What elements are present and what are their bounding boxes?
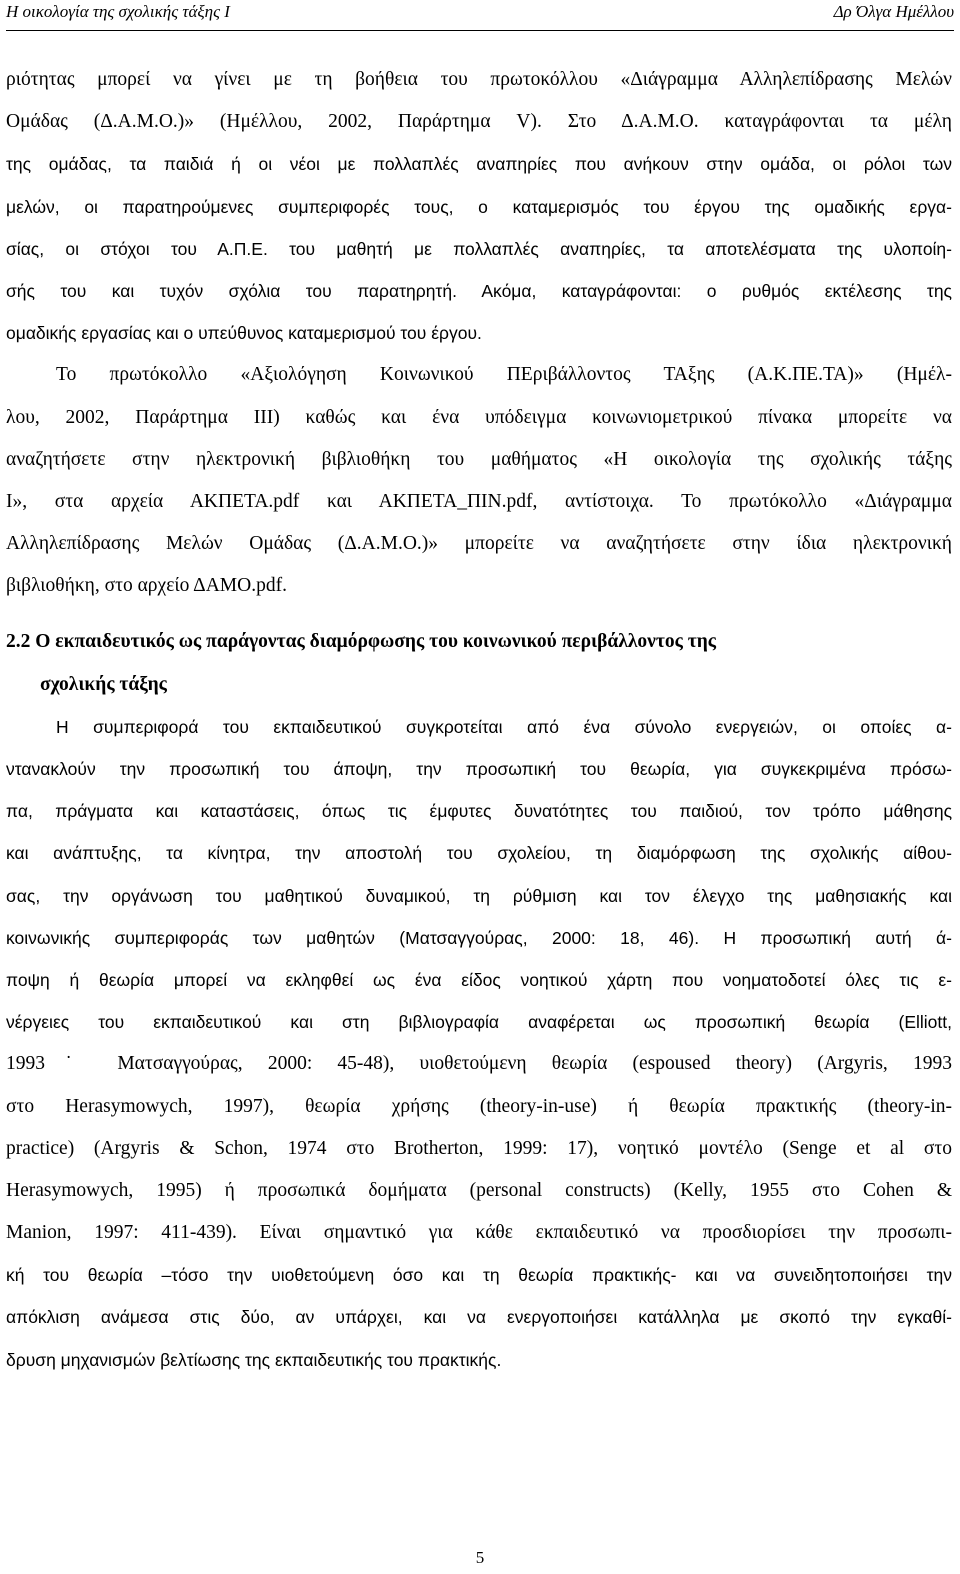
text-line: βιβλιοθήκη, στο αρχείο ΔΑΜΟ.pdf.	[6, 575, 287, 597]
text-line: νέργειες του εκπαιδευτικού και στη βιβλιογραφία αναφέρεται ως προσωπική θεωρία (Elliott,	[6, 1012, 952, 1033]
text-line: στο Herasymowych, 1997), θεωρία χρήσης (theory-in-use) ή θεωρία πρακτικής (theory-in-	[6, 1095, 952, 1117]
section-heading	[6, 630, 952, 714]
text-line: ριότητας μπορεί να γίνει με τη βοήθεια του πρωτοκόλλου «Διάγραμμα Αλληλεπίδρασης Μελών	[6, 69, 952, 90]
text-line: απόκλιση ανάμεσα στις δύο, αν υπάρχει, και να ενεργοποιήσει κατάλληλα με σκοπό την εγκαθί-	[6, 1307, 952, 1328]
text-line: δρυση μηχανισμών βελτίωσης της εκπαιδευτικής του πρακτικής.	[6, 1349, 502, 1370]
text-line: ποψη ή θεωρία μπορεί να εκληφθεί ως ένα είδος νοητικού χάρτη που νοηματοδοτεί όλες τις ε-	[6, 969, 952, 990]
text-line: Manion, 1997: 411-439). Είναι σημαντικό για κάθε εκπαιδευτικό να προσδιορίσει την προσωπι-	[6, 1222, 952, 1244]
text-line: practice) (Argyris & Schon, 1974 στο Brotherton, 1999: 17), νοητικό μοντέλο (Senge et al στο	[6, 1137, 952, 1159]
text-line: Η συμπεριφορά του εκπαιδευτικού συγκροτείται από ένα σύνολο ενεργειών, οι οποίες α-	[56, 716, 952, 737]
page-header	[6, 0, 954, 31]
text-line: Ι», στα αρχεία ΑΚΠΕΤΑ.pdf και ΑΚΠΕΤΑ_ΠΙΝ.pdf, αντίστοιχα. Το πρωτόκολλο «Διάγραμμα	[6, 490, 952, 512]
text-line: μελών, οι παρατηρούμενες συμπεριφορές τους, ο καταμερισμός του έργου της ομαδικής εργα-	[6, 196, 952, 217]
text-line: Herasymowych, 1995) ή προσωπικά δομήματα (personal constructs) (Kelly, 1955 στο Cohen &	[6, 1179, 952, 1201]
section-paragraph	[6, 715, 952, 1390]
section-heading-line: σχολικής τάξης	[40, 673, 167, 695]
text-line: 1993˙ Ματσαγγούρας, 2000: 45-48), υιοθετούμενη θεωρία (espoused theory) (Argyris, 1993	[6, 1053, 952, 1075]
paragraph-1	[6, 68, 952, 363]
text-line: σίας, οι στόχοι του Α.Π.Ε. του μαθητή με πολλαπλές αναπηρίες, τα αποτελέσματα της υλοποίη-	[6, 238, 952, 259]
header-author: Δρ Όλγα Ημέλλου	[833, 2, 954, 21]
text-line: κοινωνικής συμπεριφοράς των μαθητών (Ματσαγγούρας, 2000: 18, 46). Η προσωπική αυτή ά-	[6, 927, 952, 948]
header-course-title: Η οικολογία της σχολικής τάξης Ι	[6, 2, 230, 21]
section-heading-line: 2.2 Ο εκπαιδευτικός ως παράγοντας διαμόρφωσης του κοινωνικού περιβάλλοντος της	[6, 631, 717, 653]
text-line: αναζητήσετε στην ηλεκτρονική βιβλιοθήκη του μαθήματος «Η οικολογία της σχολικής τάξης	[6, 448, 952, 470]
text-line: Το πρωτόκολλο «Αξιολόγηση Κοινωνικού ΠΕριβάλλοντος ΤΑξης (Α.Κ.ΠΕ.ΤΑ)» (Ημέλ-	[56, 364, 952, 386]
text-line: ντανακλούν την προσωπική του άποψη, την προσωπική του θεωρία, για συγκεκριμένα πρόσω-	[6, 759, 952, 779]
text-line: σας, την οργάνωση του μαθητικού δυναμικού, τη ρύθμιση και τον έλεγχο της μαθησιακής και	[6, 885, 952, 906]
page-number: 5	[475, 1548, 485, 1567]
paragraph-2	[6, 363, 952, 616]
text-line: Αλληλεπίδρασης Μελών Ομάδας (Δ.Α.Μ.Ο.)» μπορείτε να αναζητήσετε στην ίδια ηλεκτρονική	[6, 533, 952, 555]
text-line: λου, 2002, Παράρτημα ΙΙΙ) καθώς και ένα υπόδειγμα κοινωνιομετρικού πίνακα μπορείτε να	[6, 406, 952, 428]
text-line: Ομάδας (Δ.Α.Μ.Ο.)» (Ημέλλου, 2002, Παράρτημα V). Στο Δ.Α.Μ.Ο. καταγράφονται τα μέλη	[6, 111, 952, 133]
document-body	[6, 68, 952, 1390]
text-line: σής του και τυχόν σχόλια του παρατηρητή. Ακόμα, καταγράφονται: ο ρυθμός εκτέλεσης της	[6, 280, 952, 301]
text-line: και ανάπτυξης, τα κίνητρα, την αποστολή του σχολείου, τη διαμόρφωση της σχολικής αίθου-	[6, 843, 952, 864]
text-line: της ομάδας, τα παιδιά ή οι νέοι με πολλαπλές αναπηρίες που ανήκουν στην ομάδα, οι ρόλοι των	[6, 154, 952, 175]
text-line: πα, πράγματα και καταστάσεις, όπως τις έμφυτες δυνατότητες του παιδιού, τον τρόπο μάθησης	[6, 801, 952, 822]
text-line: κή του θεωρία –τόσο την υιοθετούμενη όσο και τη θεωρία πρακτικής- και να συνειδητοποιήσει την	[6, 1265, 952, 1286]
text-line: ομαδικής εργασίας και ο υπεύθυνος καταμερισμού του έργου.	[6, 323, 482, 344]
